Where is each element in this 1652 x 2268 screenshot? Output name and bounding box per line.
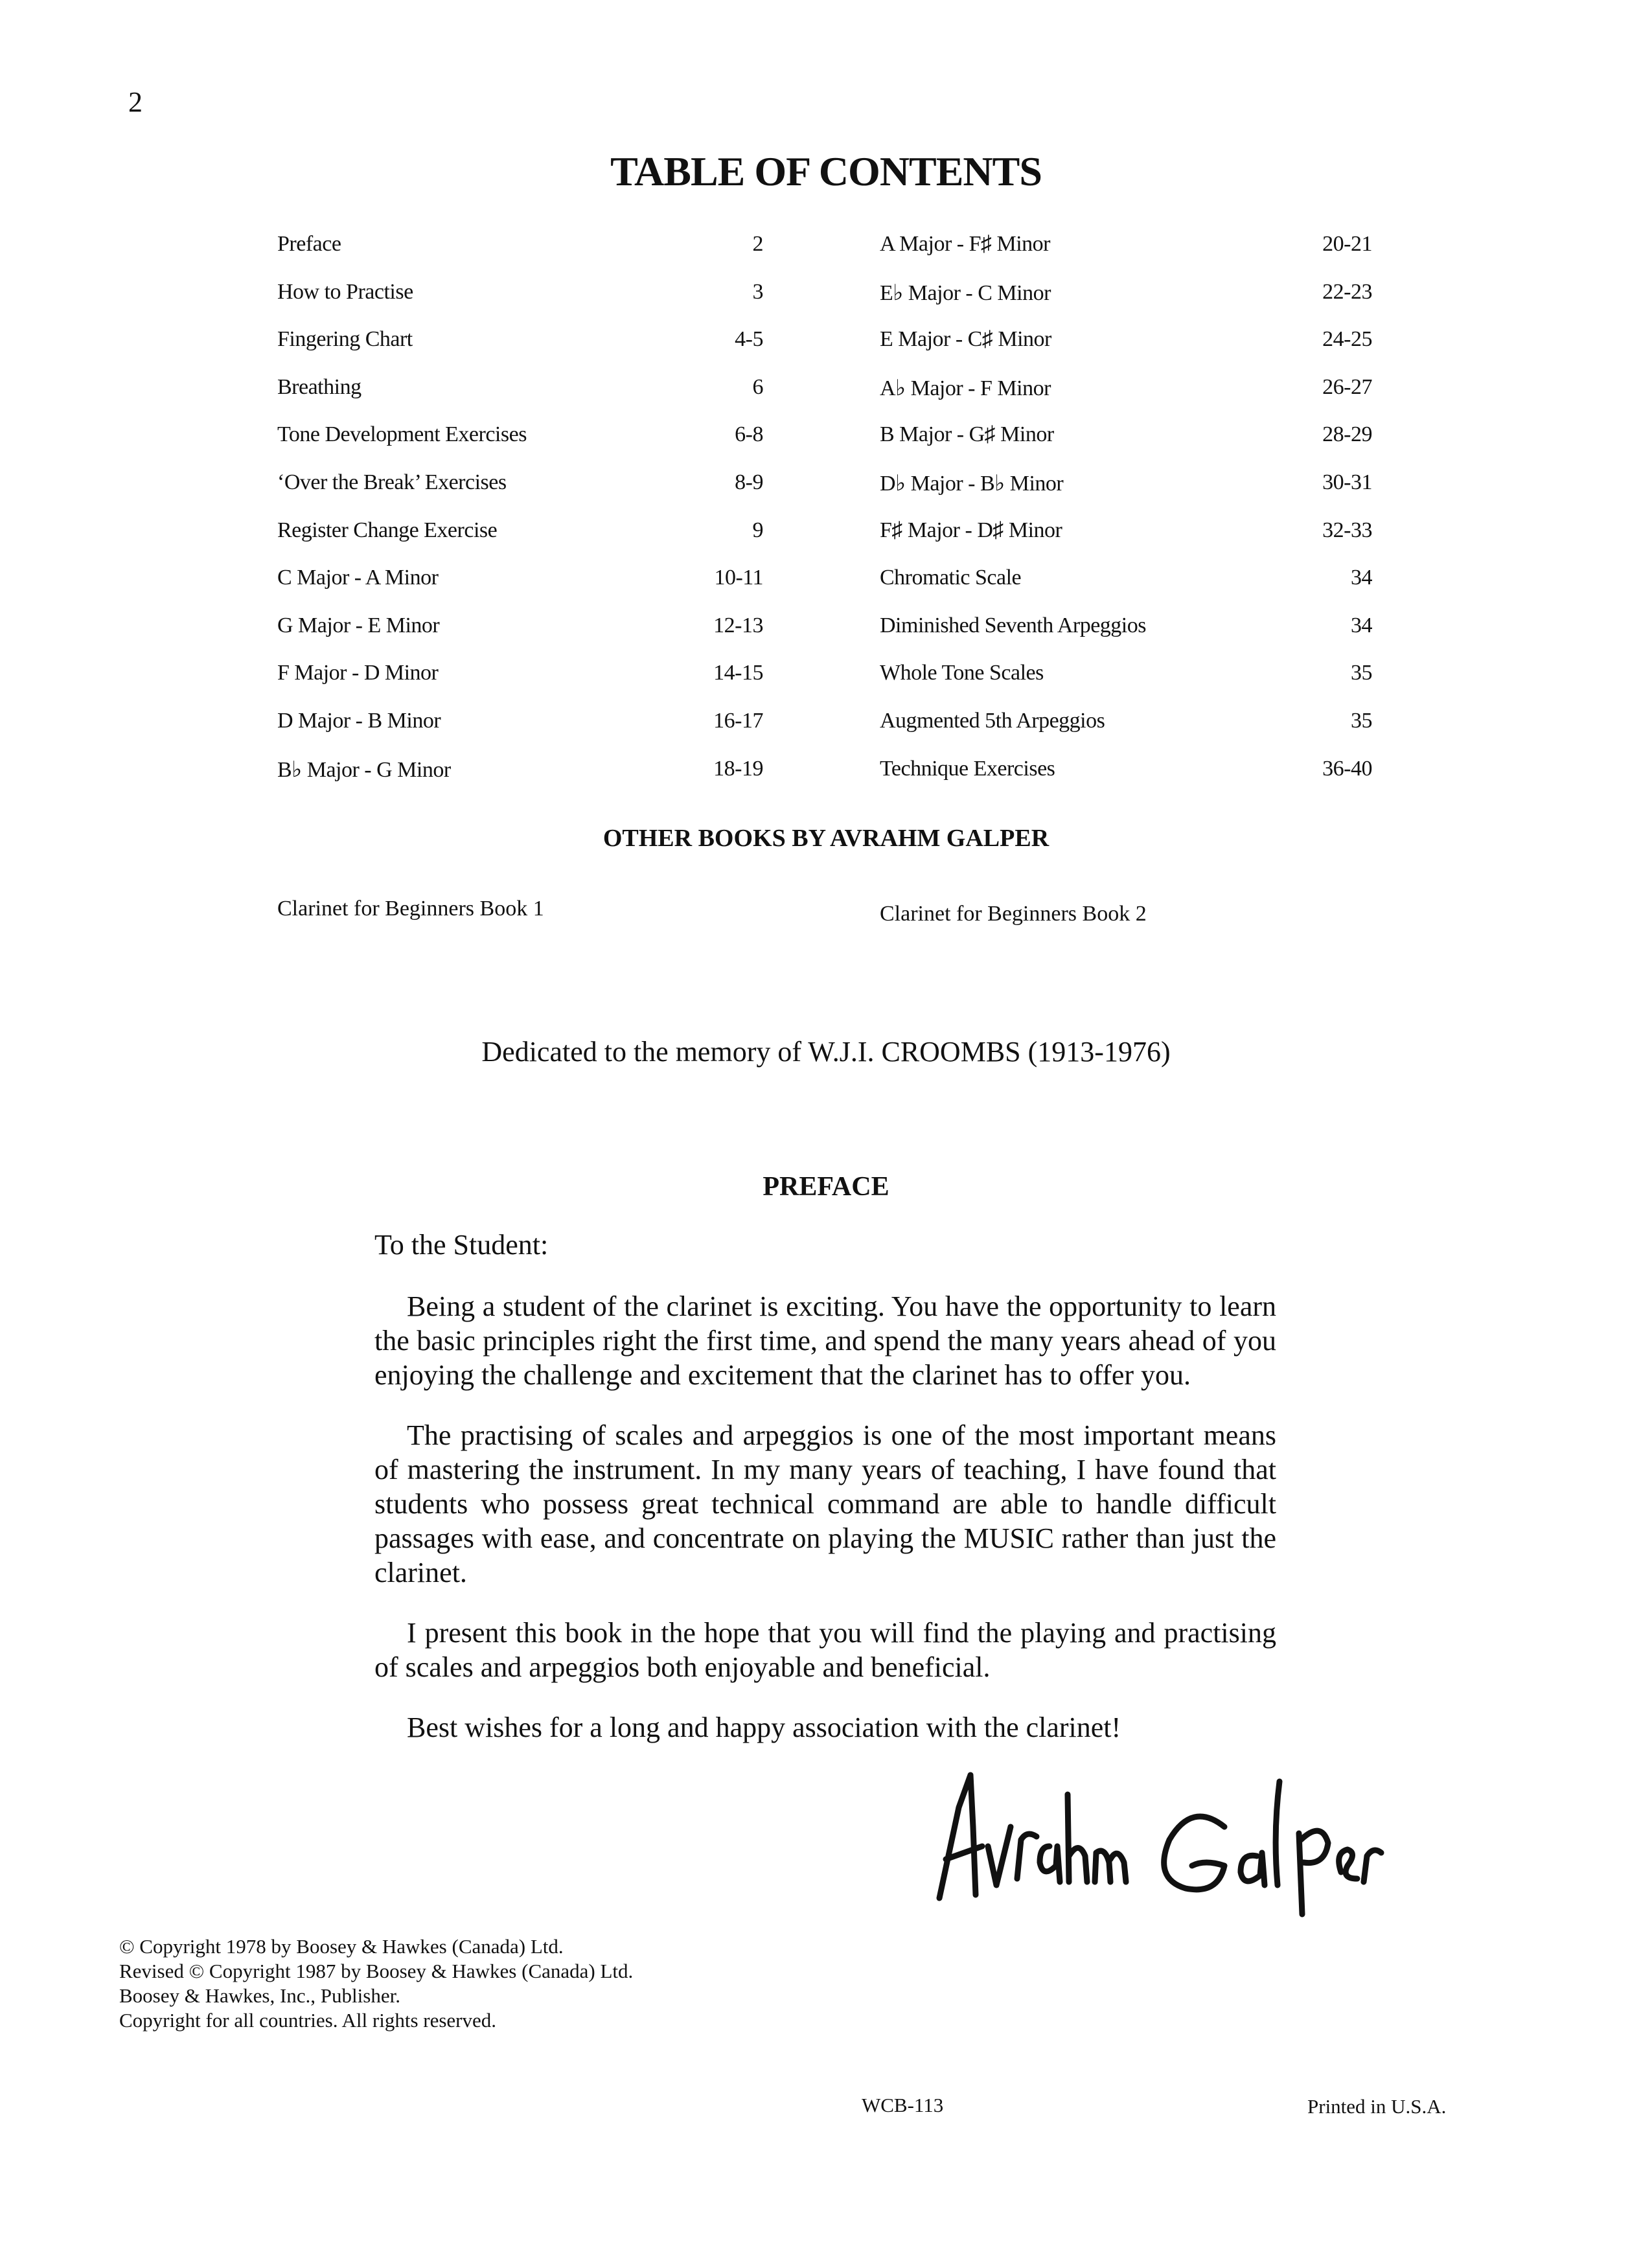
printed-in: Printed in U.S.A.	[1307, 2095, 1447, 2118]
other-book-title: Clarinet for Beginners Book 1	[277, 897, 544, 921]
toc-entry-page: 10-11	[714, 566, 763, 590]
preface-paragraph: The practising of scales and arpeggios is one of the most important means of mastering the instrument. In my many years of teaching, I have found that students who possess great technical command are able to handle difficult passages with ease, and concentrate on playing the MUSIC rather than just the clarinet.	[374, 1419, 1276, 1588]
preface-body	[374, 1289, 1276, 1770]
toc-entry-page: 4-5	[735, 327, 763, 352]
toc-entry-page: 6	[752, 374, 763, 399]
preface-paragraph: I present this book in the hope that you will find the playing and practising of scales and arpeggios both enjoyable and beneficial.	[374, 1617, 1276, 1683]
toc-entry-label: E♭ Major - C Minor	[880, 281, 1051, 305]
page-number: 2	[128, 86, 143, 118]
toc-entry	[880, 422, 1372, 470]
toc-entry-page: 22-23	[1322, 279, 1372, 304]
toc-entry-page: 20-21	[1322, 232, 1372, 256]
toc-entry-page: 14-15	[713, 661, 763, 685]
toc-entry-label: Chromatic Scale	[880, 566, 1022, 590]
toc-entry	[880, 757, 1372, 805]
toc-entry-page: 24-25	[1322, 327, 1372, 352]
toc-entry-page: 3	[752, 279, 763, 304]
handwritten-signature-icon	[920, 1749, 1386, 1918]
toc-entry-page: 2	[752, 232, 763, 256]
toc-entry-page: 8-9	[735, 470, 763, 494]
toc-entry	[277, 280, 763, 328]
toc-entry-label: D Major - B Minor	[277, 708, 441, 733]
toc-entry-label: Breathing	[277, 374, 361, 399]
toc-entry	[880, 709, 1372, 757]
toc-entry	[277, 613, 763, 661]
toc-entry-label: G Major - E Minor	[277, 613, 440, 637]
toc-right-column	[880, 232, 1372, 804]
toc-entry-label: A♭ Major - F Minor	[880, 376, 1051, 400]
toc-entry-label: Diminished Seventh Arpeggios	[880, 613, 1146, 637]
toc-entry	[277, 375, 763, 423]
toc-entry	[880, 470, 1372, 518]
toc-entry-page: 36-40	[1322, 756, 1372, 781]
toc-entry-label: E Major - C♯ Minor	[880, 327, 1051, 352]
toc-entry-label: B Major - G♯ Minor	[880, 422, 1054, 447]
toc-entry-page: 34	[1351, 566, 1372, 590]
toc-entry-label: ‘Over the Break’ Exercises	[277, 470, 507, 494]
copyright-notice	[119, 1934, 633, 2033]
toc-entry	[880, 661, 1372, 709]
toc-entry-label: B♭ Major - G Minor	[277, 757, 451, 782]
toc-entry-label: F Major - D Minor	[277, 661, 439, 685]
signature	[920, 1749, 1386, 1921]
toc-entry-label: Augmented 5th Arpeggios	[880, 708, 1105, 733]
preface-salutation: To the Student:	[374, 1229, 549, 1261]
toc-entry	[277, 709, 763, 757]
toc-entry-page: 35	[1351, 708, 1372, 733]
copyright-line: Boosey & Hawkes, Inc., Publisher.	[119, 1984, 400, 2007]
toc-entry-page: 6-8	[735, 422, 763, 447]
toc-entry-label: Technique Exercises	[880, 756, 1055, 781]
toc-entry	[880, 375, 1372, 423]
toc-entry-page: 26-27	[1322, 374, 1372, 399]
toc-entry	[880, 518, 1372, 566]
toc-entry-page: 30-31	[1322, 470, 1372, 494]
toc-entry	[277, 661, 763, 709]
toc-entry-page: 12-13	[713, 613, 763, 637]
toc-entry-page: 35	[1351, 661, 1372, 685]
preface-paragraph: Best wishes for a long and happy association with the clarinet!	[407, 1712, 1121, 1743]
toc-entry	[277, 422, 763, 470]
toc-title: TABLE OF CONTENTS	[610, 148, 1042, 194]
toc-entry-page: 32-33	[1322, 518, 1372, 542]
toc-left-column	[277, 232, 763, 804]
toc-entry	[277, 757, 763, 805]
toc-entry-page: 9	[752, 518, 763, 542]
toc-entry-page: 16-17	[713, 708, 763, 733]
toc-entry	[880, 232, 1372, 280]
toc-entry-page: 28-29	[1322, 422, 1372, 447]
toc-entry-label: A Major - F♯ Minor	[880, 232, 1050, 256]
copyright-line: Copyright for all countries. All rights reserved.	[119, 2009, 496, 2032]
preface-paragraph: Being a student of the clarinet is exciting. You have the opportunity to learn the basic principles right the first time, and spend the many years ahead of you enjoying the challenge and excitement that the clarinet has to offer you.	[374, 1290, 1276, 1391]
toc-entry-label: Tone Development Exercises	[277, 422, 527, 447]
toc-entry-page: 34	[1351, 613, 1372, 637]
toc-entry	[880, 280, 1372, 328]
toc-entry-label: Preface	[277, 232, 341, 256]
catalog-number: WCB-113	[862, 2094, 944, 2116]
copyright-line: © Copyright 1978 by Boosey & Hawkes (Canada) Ltd.	[119, 1935, 564, 1958]
copyright-line: Revised © Copyright 1987 by Boosey & Hawkes (Canada) Ltd.	[119, 1960, 634, 1982]
toc-entry	[880, 327, 1372, 375]
toc-entry	[277, 518, 763, 566]
toc-entry	[277, 327, 763, 375]
toc-entry-label: Register Change Exercise	[277, 518, 498, 542]
other-book-title: Clarinet for Beginners Book 2	[880, 902, 1147, 926]
dedication: Dedicated to the memory of W.J.I. CROOMBS (1913-1976)	[481, 1036, 1171, 1068]
toc-entry-label: D♭ Major - B♭ Minor	[880, 471, 1064, 496]
other-books-heading: OTHER BOOKS BY AVRAHM GALPER	[602, 825, 1050, 852]
toc-entry	[277, 232, 763, 280]
toc-entry-label: How to Practise	[277, 279, 413, 304]
toc-entry-label: C Major - A Minor	[277, 566, 439, 590]
toc-entry	[880, 566, 1372, 613]
toc-entry	[880, 613, 1372, 661]
toc-entry	[277, 566, 763, 613]
toc-entry-label: F♯ Major - D♯ Minor	[880, 518, 1062, 542]
preface-heading: PREFACE	[763, 1172, 889, 1202]
toc-entry	[277, 470, 763, 518]
toc-entry-label: Fingering Chart	[277, 327, 413, 352]
toc-entry-page: 18-19	[713, 756, 763, 781]
toc-entry-label: Whole Tone Scales	[880, 661, 1044, 685]
